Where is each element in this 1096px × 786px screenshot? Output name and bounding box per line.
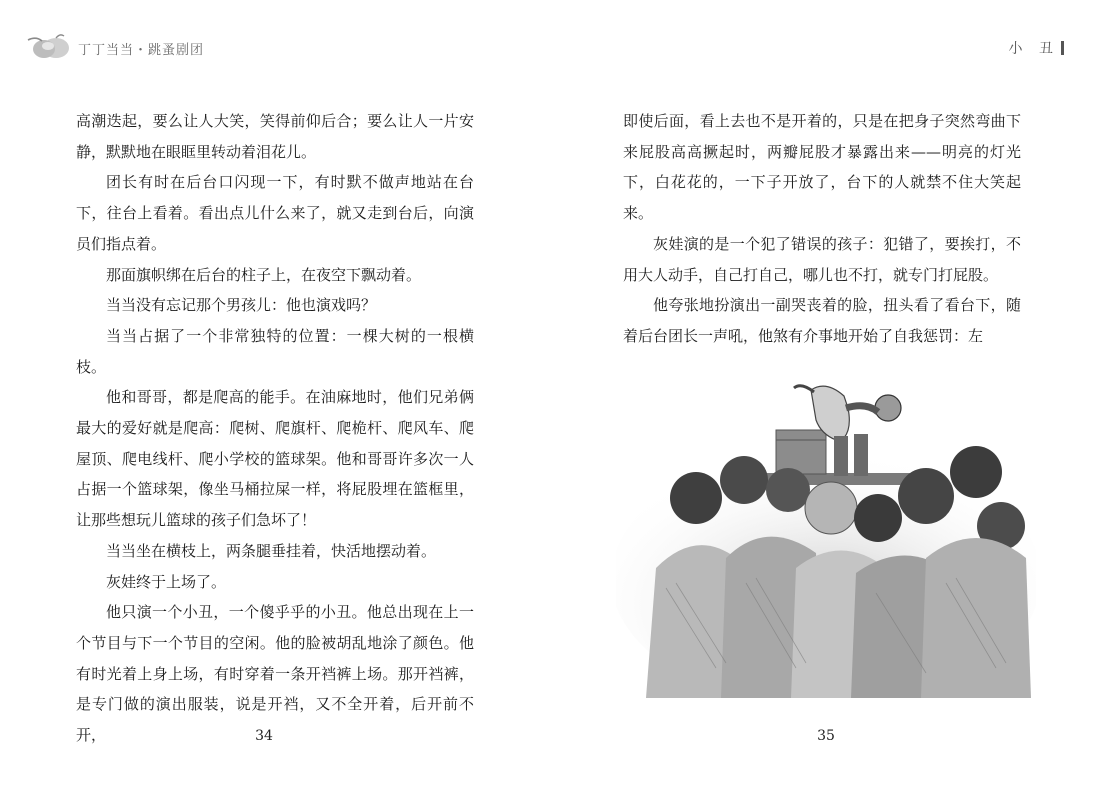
illustration-clown-on-stage-icon	[616, 368, 1036, 698]
paragraph: 他只演一个小丑，一个傻乎乎的小丑。他总出现在上一个节目与下一个节目的空闲。他的脸被胡乱地涂了颜色。他有时光着上身上场，有时穿着一条开裆裤上场。那开裆裤，是专门做的演出服装，说是开裆，又不全开着，后开前不开，	[76, 603, 474, 745]
paragraph: 当当没有忘记那个男孩儿：他也演戏吗？	[106, 296, 377, 315]
right-page	[548, 0, 1096, 786]
chapter-title: 小 丑	[1008, 41, 1059, 57]
paragraph: 灰娃终于上场了。	[106, 572, 227, 591]
paragraph: 当当坐在横枝上，两条腿垂挂着，快活地摆动着。	[106, 541, 437, 560]
right-page-body	[623, 106, 1021, 352]
paragraph: 他和哥哥，都是爬高的能手。在油麻地时，他们兄弟俩最大的爱好就是爬高：爬树、爬旗杆、爬桅杆、爬风车、爬屋顶、爬电线杆、爬小学校的篮球架。他和哥哥许多次一人占据一个篮球架，像坐马桶拉屎一样，将屁股埋在篮框里，让那些想玩儿篮球的孩子们急坏了！	[76, 388, 474, 530]
gourd-logo-icon	[26, 30, 74, 62]
paragraph: 即使后面，看上去也不是开着的，只是在把身子突然弯曲下来屁股高高撅起时，两瓣屁股才暴露出来——明亮的灯光下，白花花的，一下子开放了，台下的人就禁不住大笑起来。	[623, 112, 1021, 223]
paragraph: 当当占据了一个非常独特的位置：一棵大树的一根横枝。	[76, 326, 474, 376]
series-title: 丁丁当当・跳蚤剧团	[78, 42, 205, 58]
header-bar	[1061, 41, 1064, 55]
paragraph: 他夸张地扮演出一副哭丧着的脸，扭头看了看台下，随着后台团长一声吼，他煞有介事地开始了自我惩罚：左	[623, 296, 1021, 345]
paragraph: 团长有时在后台口闪现一下，有时默不做声地站在台下，往台上看着。看出点儿什么来了，就又走到台后，向演员们指点着。	[76, 173, 474, 253]
paragraph: 那面旗帜绑在后台的柱子上，在夜空下飘动着。	[106, 265, 422, 284]
page-number-right: 35	[817, 728, 835, 744]
page-number-left: 34	[255, 728, 273, 744]
paragraph: 高潮迭起，要么让人大笑，笑得前仰后合；要么让人一片安静，默默地在眼眶里转动着泪花儿。	[76, 112, 474, 161]
running-header-left	[26, 30, 204, 62]
left-page-body	[76, 106, 474, 751]
running-header-right	[1009, 38, 1064, 58]
paragraph: 灰娃演的是一个犯了错误的孩子：犯错了，要挨打，不用大人动手，自己打自己，哪儿也不打，就专门打屁股。	[623, 234, 1021, 284]
